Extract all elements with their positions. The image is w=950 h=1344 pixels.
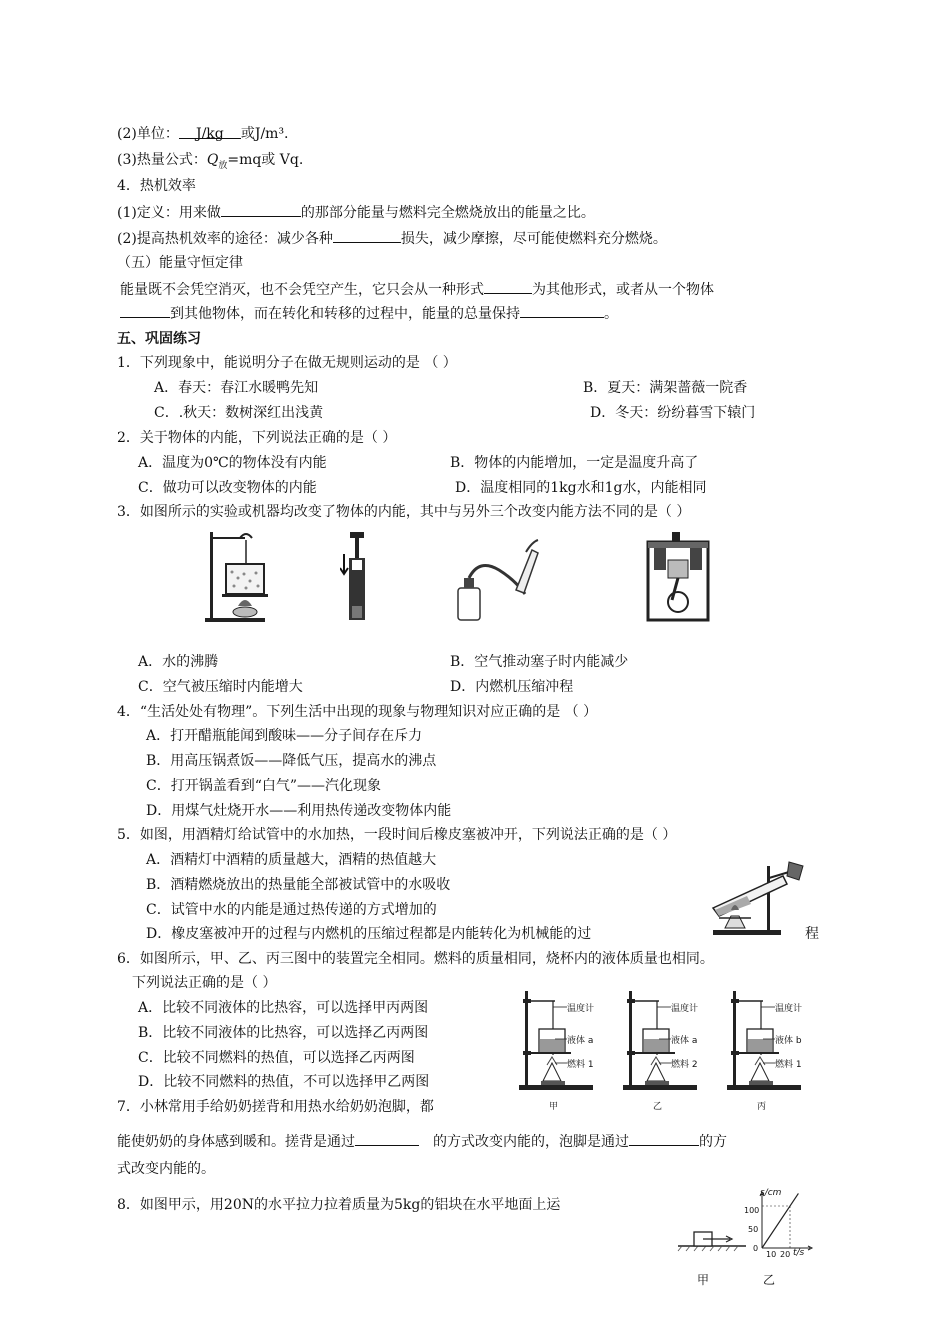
q1-option-a: A．春天：春江水暖鸭先知	[154, 380, 319, 396]
q2-option-a: A．温度为0℃的物体没有内能	[138, 455, 327, 471]
block-on-floor-figure	[676, 1226, 748, 1252]
conservation-line2: 到其他物体，而在转化和转移的过程中，能量的总量保持 。	[120, 303, 618, 324]
blank	[221, 202, 301, 217]
liquid-label: 液体 a	[567, 1036, 594, 1046]
apparatus-yi	[619, 985, 719, 1093]
q2-option-b: B．物体的内能增加，一定是温度升高了	[450, 455, 699, 471]
fuel-label: 燃料 1	[567, 1060, 594, 1070]
q5-option-a: A．酒精灯中酒精的质量越大，酒精的热值越大	[146, 852, 437, 868]
caption-bing: 丙	[757, 1102, 767, 1112]
efficiency-title: 4．热机效率	[117, 178, 196, 194]
unit-line: (2)单位： J/kg 或J/m³.	[117, 126, 289, 142]
caption-yi: 乙	[653, 1102, 663, 1112]
q4-option-b: B．用高压锅煮饭——降低气压，提高水的沸点	[146, 753, 437, 769]
conservation-title: （五）能量守恒定律	[117, 255, 243, 271]
q5-option-c: C．试管中水的内能是通过热传递的方式增加的	[146, 902, 437, 918]
liquid-label: 液体 a	[671, 1036, 698, 1046]
formula-line: (3)热量公式：$Q_放=mq$或 Vq.	[117, 152, 304, 171]
q6-option-c: C．比较不同燃料的热值，可以选择乙丙两图	[138, 1050, 415, 1066]
blank	[520, 303, 604, 318]
air-compression-figure	[340, 530, 370, 622]
q7-line3: 式改变内能的。	[117, 1161, 215, 1177]
q8-stem: 8．如图甲示，用20N的水平拉力拉着质量为5kg的铝块在水平地面上运	[117, 1197, 561, 1213]
q4-option-c: C．打开锅盖看到“白气”——汽化现象	[146, 778, 382, 794]
q5-option-d-end: 程	[805, 926, 819, 942]
q4-option-a: A．打开醋瓶能闻到酸味——分子间存在斥力	[146, 728, 423, 744]
air-pushes-cork-figure	[454, 538, 544, 622]
q3-option-b: B．空气推动塞子时内能减少	[450, 654, 629, 670]
q3-stem: 3．如图所示的实验或机器均改变了物体的内能，其中与另外三个改变内能方法不同的是（ ）	[117, 504, 691, 520]
s-t-line	[762, 1193, 798, 1248]
q1-option-c: C．.秋天：数树深红出浅黄	[154, 405, 324, 421]
thermometer-label: 温度计	[567, 1004, 595, 1014]
q6-apparatus-figure	[515, 985, 825, 1115]
q8-caption-jia: 甲	[697, 1273, 710, 1287]
q5-stem: 5．如图，用酒精灯给试管中的水加热，一段时间后橡皮塞被冲开，下列说法正确的是（ ）	[117, 827, 677, 843]
blank	[629, 1131, 699, 1146]
origin-label: 0	[753, 1244, 759, 1253]
q2-option-c: C．做功可以改变物体的内能	[138, 480, 317, 496]
efficiency-ways: (2)提高热机效率的途径：减少各种 损失，减少摩擦，尽可能使燃料充分燃烧。	[117, 228, 667, 249]
unit-blank: J/kg	[179, 124, 241, 139]
thermometer-label: 温度计	[775, 1004, 803, 1014]
test-tube-heating-figure	[705, 858, 805, 940]
q1-stem: 1．下列现象中，能说明分子在做无规则运动的是 （ ）	[117, 355, 457, 371]
q5-option-d: D．橡皮塞被冲开的过程与内燃机的压缩过程都是内能转化为机械能的过	[146, 926, 592, 942]
efficiency-definition: (1)定义：用来做 的那部分能量与燃料完全燃烧放出的能量之比。	[117, 202, 595, 223]
q4-stem: 4．“生活处处有物理”。下列生活中出现的现象与物理知识对应正确的是 （ ）	[117, 704, 598, 720]
q6-option-d: D．比较不同燃料的热值，不可以选择甲乙两图	[138, 1074, 430, 1090]
blank	[355, 1131, 419, 1146]
fuel-label: 燃料 1	[775, 1060, 802, 1070]
q6-option-b: B．比较不同液体的比热容，可以选择乙丙两图	[138, 1025, 429, 1041]
conservation-line1: 能量既不会凭空消灭，也不会凭空产生，它只会从一种形式 为其他形式，或者从一个物体	[120, 279, 714, 300]
caption-jia: 甲	[549, 1102, 559, 1112]
liquid-label: 液体 b	[775, 1036, 802, 1046]
blank	[120, 303, 170, 318]
q7-line1: 7．小林常用手给奶奶搓背和用热水给奶奶泡脚，都	[117, 1099, 434, 1115]
q2-stem: 2．关于物体的内能，下列说法正确的是（ ）	[117, 430, 397, 446]
boiling-water-figure	[200, 528, 270, 624]
q7-line2: 能使奶奶的身体感到暖和。搓背是通过 的方式改变内能的，泡脚是通过 的方	[117, 1131, 727, 1152]
apparatus-jia	[515, 985, 615, 1093]
q3-option-a: A．水的沸腾	[138, 654, 219, 670]
q3-option-d: D．内燃机压缩冲程	[450, 679, 574, 695]
section-title: 五、巩固练习	[117, 331, 201, 347]
t-axis-unit: t/s	[793, 1248, 805, 1258]
y-tick-100: 100	[744, 1206, 760, 1215]
q1-option-d: D．冬天：纷纷暮雪下辕门	[590, 405, 756, 421]
x-tick-10: 10	[766, 1250, 777, 1259]
thermometer-label: 温度计	[671, 1004, 699, 1014]
engine-compression-figure	[642, 530, 714, 622]
blank	[333, 228, 401, 243]
apparatus-bing	[723, 985, 823, 1093]
blank	[484, 279, 532, 294]
q8-caption-yi: 乙	[763, 1273, 776, 1287]
q2-option-d: D．温度相同的1kg水和1g水，内能相同	[455, 480, 707, 496]
q5-option-b: B．酒精燃烧放出的热量能全部被试管中的水吸收	[146, 877, 451, 893]
q4-option-d: D．用煤气灶烧开水——利用热传递改变物体内能	[146, 803, 452, 819]
fuel-label: 燃料 2	[671, 1060, 698, 1070]
q6-stem-line2: 下列说法正确的是（ ）	[132, 975, 277, 991]
q6-option-a: A．比较不同液体的比热容，可以选择甲丙两图	[138, 1000, 429, 1016]
y-tick-50: 50	[748, 1225, 759, 1234]
q1-option-b: B．夏天：满架蔷薇一院香	[583, 380, 748, 396]
s-axis-unit: s/cm	[760, 1188, 782, 1198]
q6-stem-line1: 6．如图所示，甲、乙、丙三图中的装置完全相同。燃料的质量相同，烧杯内的液体质量也相同。	[117, 951, 714, 967]
x-tick-20: 20	[780, 1250, 791, 1259]
q3-option-c: C．空气被压缩时内能增大	[138, 679, 303, 695]
